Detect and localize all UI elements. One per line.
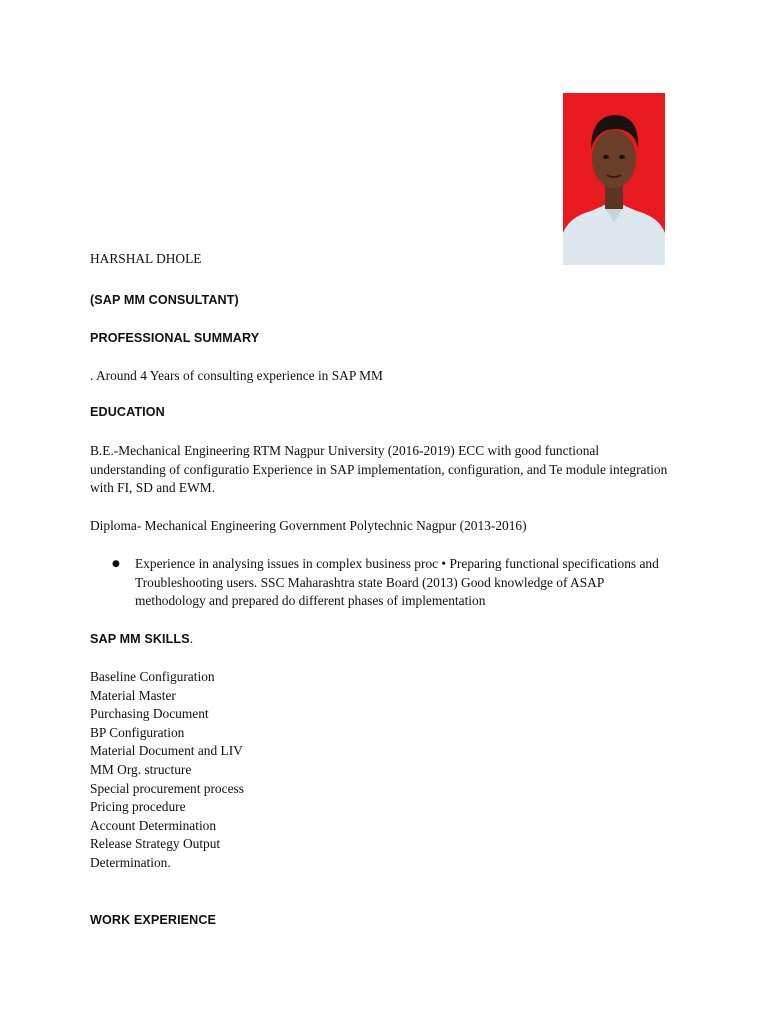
skill-item: Baseline Configuration xyxy=(90,669,215,684)
bullet-text: Experience in analysing issues in complex business proc • Preparing functional specifications and Troubleshooting users. SSC Maharashtra state Board (2013) Good knowledge of ASAP methodology and prepared do different phases of implementation xyxy=(135,556,659,609)
bullet-icon: ● xyxy=(112,559,120,569)
skill-item: Material Master xyxy=(90,687,176,703)
job-role: (SAP MM CONSULTANT) xyxy=(90,293,239,307)
left-eye xyxy=(603,155,609,159)
skill-item: Special procurement process xyxy=(90,780,244,796)
skills-heading-suffix: . xyxy=(189,631,194,646)
candidate-name: HARSHAL DHOLE xyxy=(90,251,202,266)
face-shape xyxy=(592,130,636,188)
skill-item: BP Configuration xyxy=(90,724,185,740)
portrait-illustration xyxy=(563,93,665,265)
education-heading: EDUCATION xyxy=(90,405,165,419)
skill-item: Release Strategy Output xyxy=(90,836,221,852)
education-bullet-item xyxy=(112,555,672,611)
skill-item: Pricing procedure xyxy=(90,799,186,815)
skill-item: Purchasing Document xyxy=(90,706,209,722)
skills-heading: SAP MM SKILLS xyxy=(90,632,190,646)
summary-heading: PROFESSIONAL SUMMARY xyxy=(90,331,260,345)
skill-item: MM Org. structure xyxy=(90,761,192,777)
skill-item: Determination. xyxy=(90,854,171,870)
skills-heading-row xyxy=(90,630,193,649)
neck-shape xyxy=(605,185,623,209)
summary-text: . Around 4 Years of consulting experience in SAP MM xyxy=(90,368,383,383)
right-eye xyxy=(619,155,625,159)
profile-photo xyxy=(563,93,665,265)
skill-item: Material Document and LIV xyxy=(90,743,243,759)
education-degree: B.E.-Mechanical Engineering RTM Nagpur University (2016-2019) ECC with good functional understanding of configuratio Experience in SAP implementation, configuration, and Te module integration with FI, SD and EWM. xyxy=(90,443,668,496)
education-diploma: Diploma- Mechanical Engineering Government Polytechnic Nagpur (2013-2016) xyxy=(90,518,527,533)
skill-item: Account Determination xyxy=(90,817,217,833)
work-experience-heading: WORK EXPERIENCE xyxy=(90,913,217,927)
skills-list xyxy=(90,668,244,873)
